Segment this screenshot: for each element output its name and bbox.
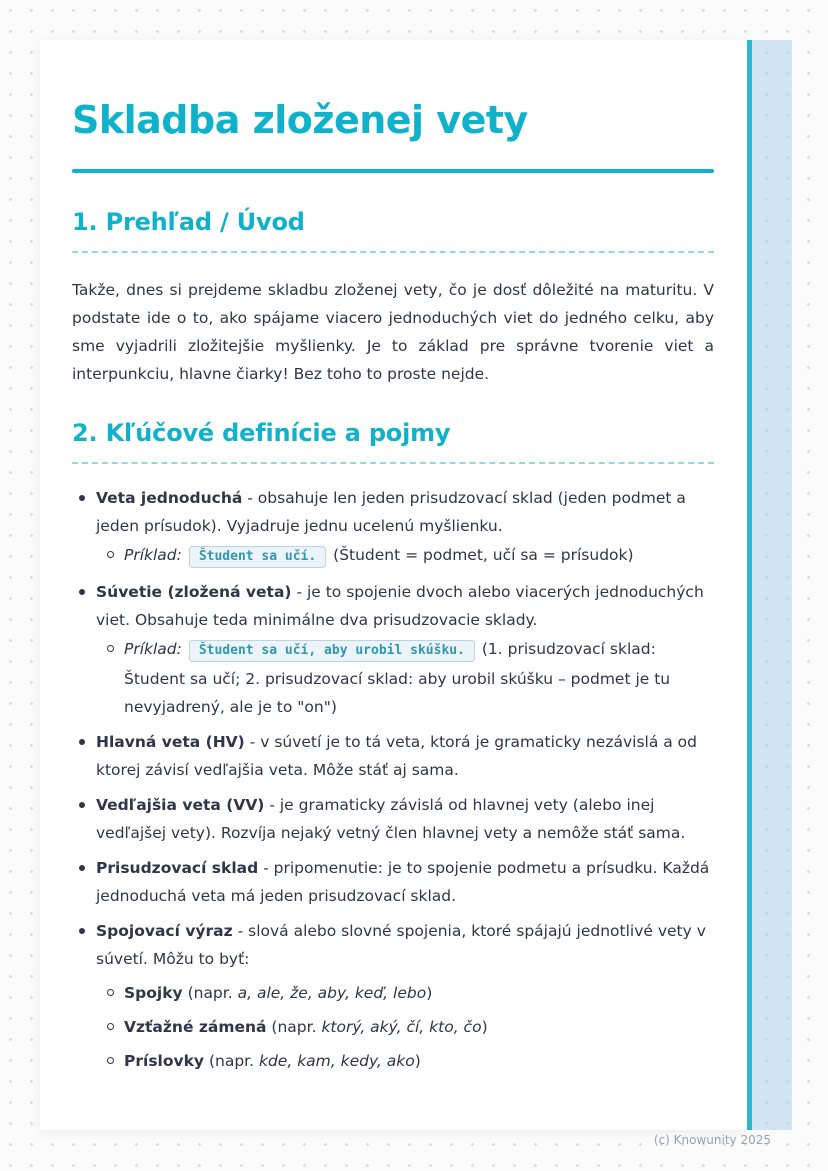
example-note: (1. prisudzovací sklad: Študent sa učí; 2. prisudzovací sklad: aby urobil skúšku – podmet je tu nevyjadrený, ale je to "on") xyxy=(124,639,671,716)
example-body xyxy=(124,635,714,721)
subitem-body xyxy=(124,979,714,1007)
definition-term: Vedľajšia veta (VV) xyxy=(96,795,265,814)
definition-desc: - je gramaticky závislá od hlavnej vety (alebo inej vedľajšej vety). Rozvíja nejaký vetný člen hlavnej vety a nemôže stáť sama. xyxy=(96,795,686,842)
definition-term: Veta jednoduchá xyxy=(96,488,243,507)
subitem-prefix: (napr. xyxy=(266,1017,322,1036)
definition-body xyxy=(96,484,714,571)
bullet-icon xyxy=(79,495,85,501)
example-line xyxy=(96,635,714,721)
circle-bullet-icon xyxy=(107,551,114,558)
section-1-heading: 1. Prehľad / Úvod xyxy=(72,207,714,253)
subitem-examples: a, ale, že, aby, keď, lebo xyxy=(237,983,427,1002)
bullet-icon xyxy=(79,928,85,934)
definition-desc: - pripomenutie: je to spojenie podmetu a prísudku. Každá jednoduchá veta má jeden prisudzovací sklad. xyxy=(96,858,710,905)
example-label: Príklad: xyxy=(124,639,182,658)
definition-desc: - v súvetí je to tá veta, ktorá je gramaticky nezávislá a od ktorej závisí vedľajšia veta. Môže stáť aj sama. xyxy=(96,732,697,779)
subitem-body xyxy=(124,1047,714,1075)
definition-desc: - je to spojenie dvoch alebo viacerých jednoduchých viet. Obsahuje teda minimálne dva prisudzovacie sklady. xyxy=(96,582,704,629)
title-underline xyxy=(72,169,714,173)
bullet-icon xyxy=(79,865,85,871)
definition-body xyxy=(96,791,714,847)
subitem-body xyxy=(124,1013,714,1041)
definition-term: Spojovací výraz xyxy=(96,921,233,940)
bullet-icon xyxy=(79,739,85,745)
example-label: Príklad: xyxy=(124,545,182,564)
example-line xyxy=(96,541,714,571)
definition-body xyxy=(96,578,714,721)
example-code: Študent sa učí. xyxy=(189,546,326,568)
example-code: Študent sa učí, aby urobil skúšku. xyxy=(189,640,475,662)
accent-stripe-blue xyxy=(752,40,792,1130)
circle-bullet-icon xyxy=(107,1057,114,1064)
subitem-prefix: (napr. xyxy=(182,983,238,1002)
example-body xyxy=(124,541,714,571)
subitem-term: Príslovky xyxy=(124,1051,205,1070)
subitem-examples: ktorý, aký, čí, kto, čo xyxy=(321,1017,482,1036)
subitem-examples: kde, kam, kedy, ako xyxy=(258,1051,415,1070)
definition-item-spojovaci-vyraz xyxy=(72,917,714,1075)
definition-term: Prisudzovací sklad xyxy=(96,858,259,877)
definition-item-hlavna-veta xyxy=(72,728,714,784)
intro-paragraph: Takže, dnes si prejdeme skladbu zloženej vety, čo je dosť dôležité na maturitu. V podstate ide o to, ako spájame viacero jednoduchých viet do jedného celku, aby sme vyjadrili zložitejšie myšlienky. Je to základ pre správne tvorenie viet a interpunkciu, hlavne čiarky! Bez toho to proste nejde. xyxy=(72,280,714,383)
subitem-suffix: ) xyxy=(426,983,433,1002)
copyright-footer: (c) Knowunity 2025 xyxy=(653,1133,771,1147)
subitem-prislovky xyxy=(96,1047,714,1075)
definition-item-veta-jednoducha xyxy=(72,484,714,571)
definition-item-vedlajsia-veta xyxy=(72,791,714,847)
subitem-spojky xyxy=(96,979,714,1007)
circle-bullet-icon xyxy=(107,645,114,652)
definition-body xyxy=(96,854,714,910)
subitem-suffix: ) xyxy=(414,1051,421,1070)
definition-item-prisudzovaci-sklad xyxy=(72,854,714,910)
circle-bullet-icon xyxy=(107,1023,114,1030)
subitem-vztazne-zamena xyxy=(96,1013,714,1041)
definition-body xyxy=(96,728,714,784)
subitem-suffix: ) xyxy=(481,1017,488,1036)
example-note: (Študent = podmet, učí sa = prísudok) xyxy=(328,545,634,564)
definition-desc: - slová alebo slovné spojenia, ktoré spájajú jednotlivé vety v súvetí. Môžu to byť: xyxy=(96,921,706,968)
definitions-list xyxy=(72,484,714,1075)
bullet-icon xyxy=(79,589,85,595)
definition-term: Súvetie (zložená veta) xyxy=(96,582,292,601)
bullet-icon xyxy=(79,802,85,808)
definition-body xyxy=(96,917,714,1075)
subitem-prefix: (napr. xyxy=(204,1051,259,1070)
definition-item-suvetie xyxy=(72,578,714,721)
definition-desc: - obsahuje len jeden prisudzovací sklad (jeden podmet a jeden prísudok). Vyjadruje jednu ucelenú myšlienku. xyxy=(96,488,686,535)
document-title: Skladba zloženej vety xyxy=(72,98,528,143)
definition-term: Hlavná veta (HV) xyxy=(96,732,245,751)
document-page xyxy=(40,40,747,1130)
subitem-term: Vzťažné zámená xyxy=(124,1017,267,1036)
circle-bullet-icon xyxy=(107,989,114,996)
subitem-term: Spojky xyxy=(124,983,183,1002)
section-2-heading: 2. Kľúčové definície a pojmy xyxy=(72,418,714,464)
